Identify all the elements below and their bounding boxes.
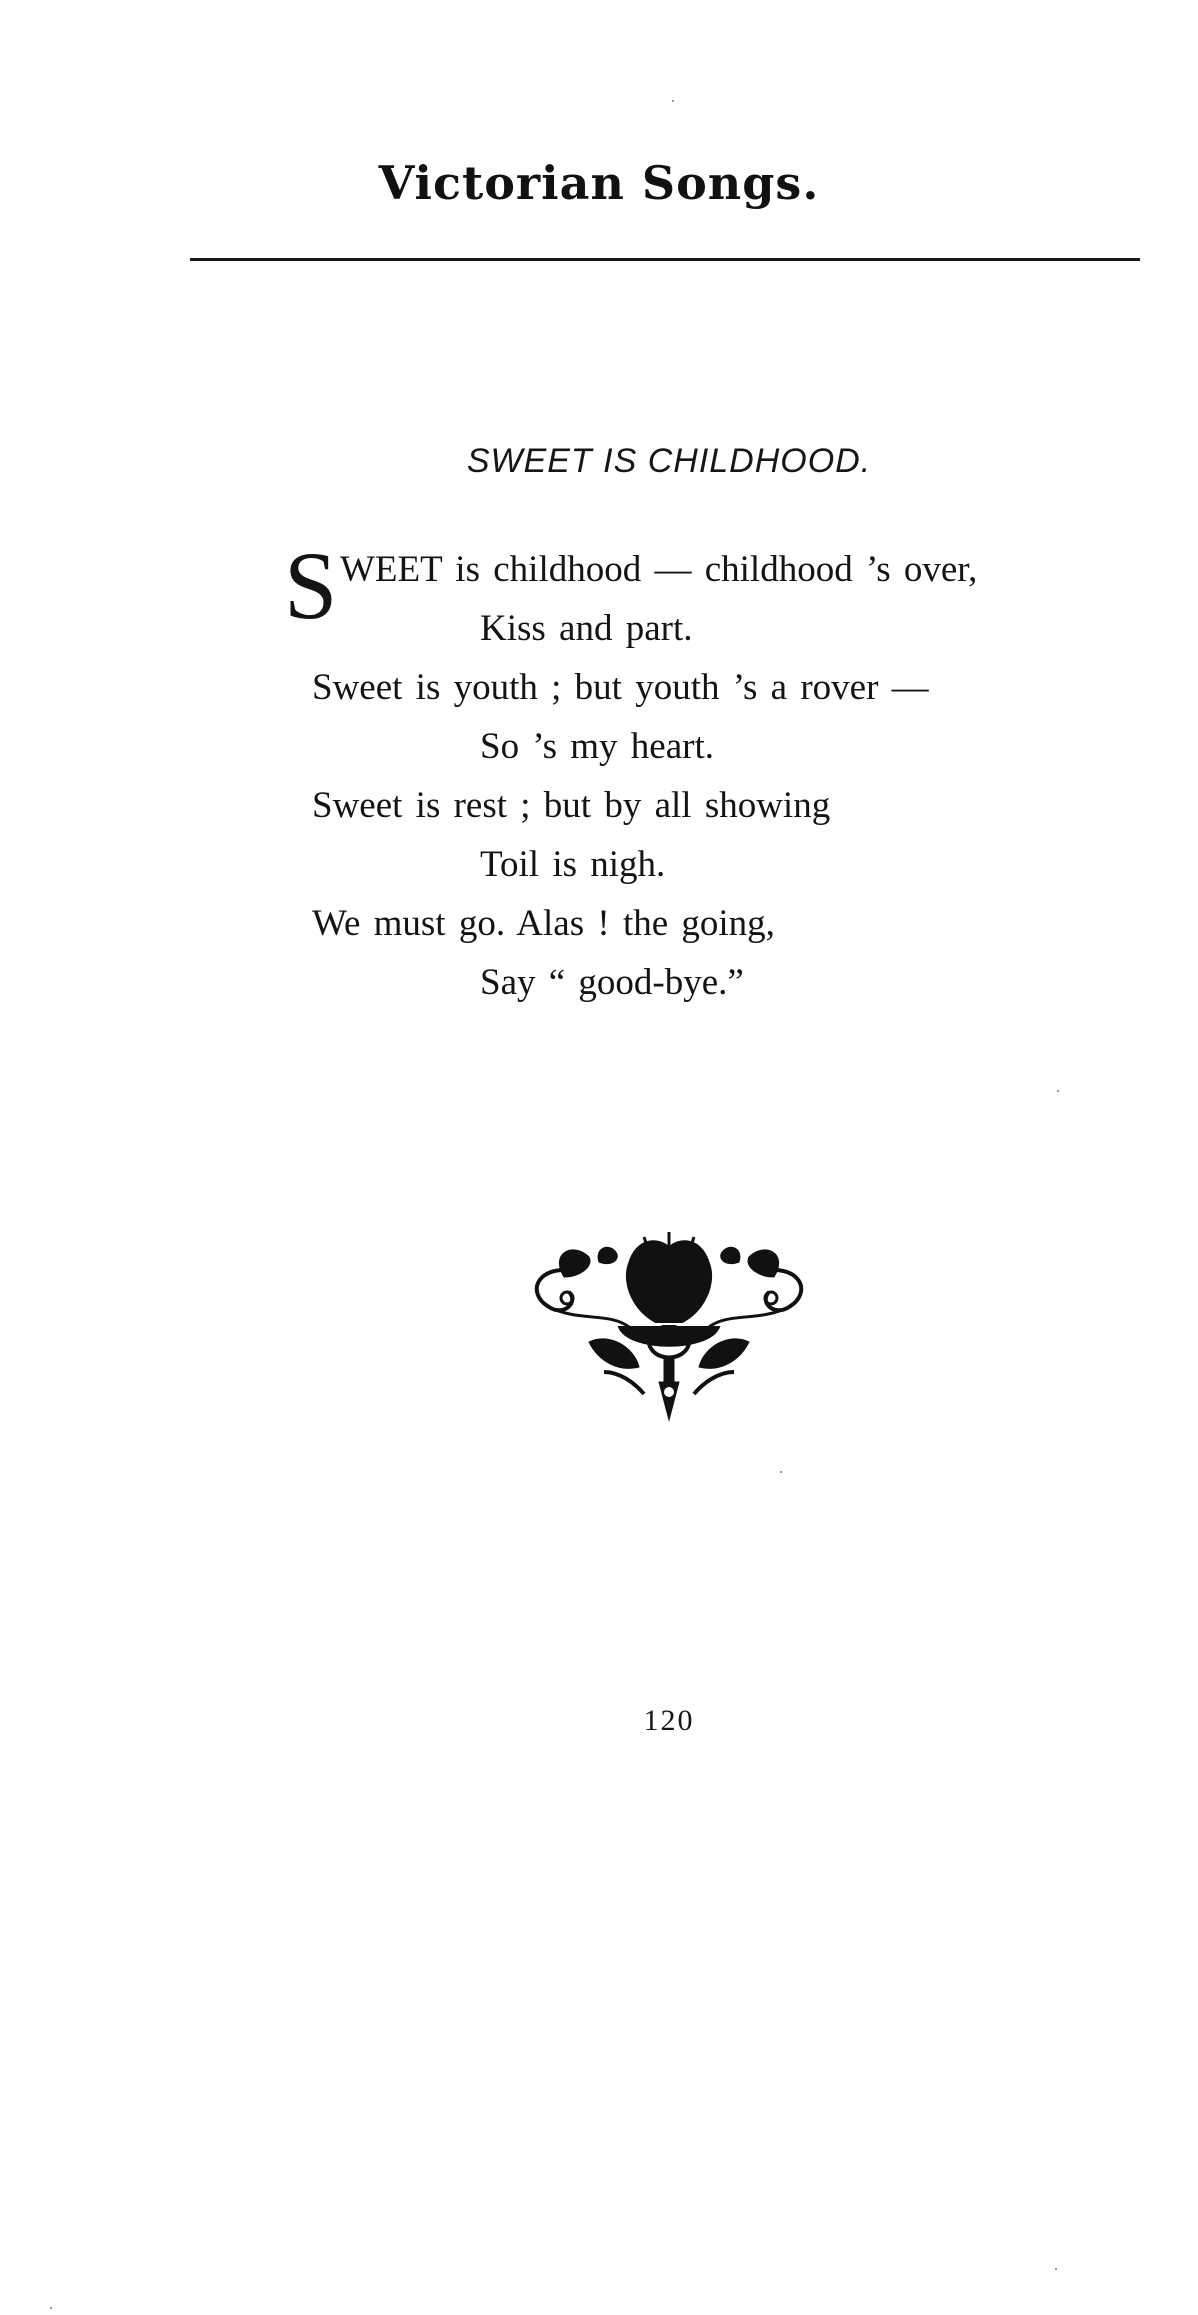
paper-speck <box>1055 2268 1057 2270</box>
poem-line-8: Say “ good-bye.” <box>480 962 744 1003</box>
header-rule <box>190 258 1140 261</box>
page-number: 120 <box>643 1704 695 1737</box>
paper-speck <box>672 100 674 102</box>
paper-speck <box>780 1471 782 1473</box>
drop-cap: S <box>284 532 338 639</box>
poem-line-5: Sweet is rest ; but by all showing <box>312 785 831 826</box>
poem-line-6: Toil is nigh. <box>480 844 666 885</box>
poem-line-2: Kiss and part. <box>480 608 693 649</box>
paper-speck <box>50 2307 52 2309</box>
floral-vase-ornament-icon <box>519 1232 819 1422</box>
poem-line-7: We must go. Alas ! the going, <box>312 903 775 944</box>
paper-speck <box>1057 1090 1059 1092</box>
poem-title: SWEET IS CHILDHOOD. <box>466 442 872 480</box>
running-head: Victorian Songs. <box>378 156 820 210</box>
poem-stanza <box>284 532 1112 1012</box>
poem-line-4: So ’s my heart. <box>480 726 714 767</box>
poem-line-1-text: WEET is childhood — childhood ’s over, <box>340 549 978 590</box>
poem-line-3: Sweet is youth ; but youth ’s a rover — <box>312 667 929 708</box>
